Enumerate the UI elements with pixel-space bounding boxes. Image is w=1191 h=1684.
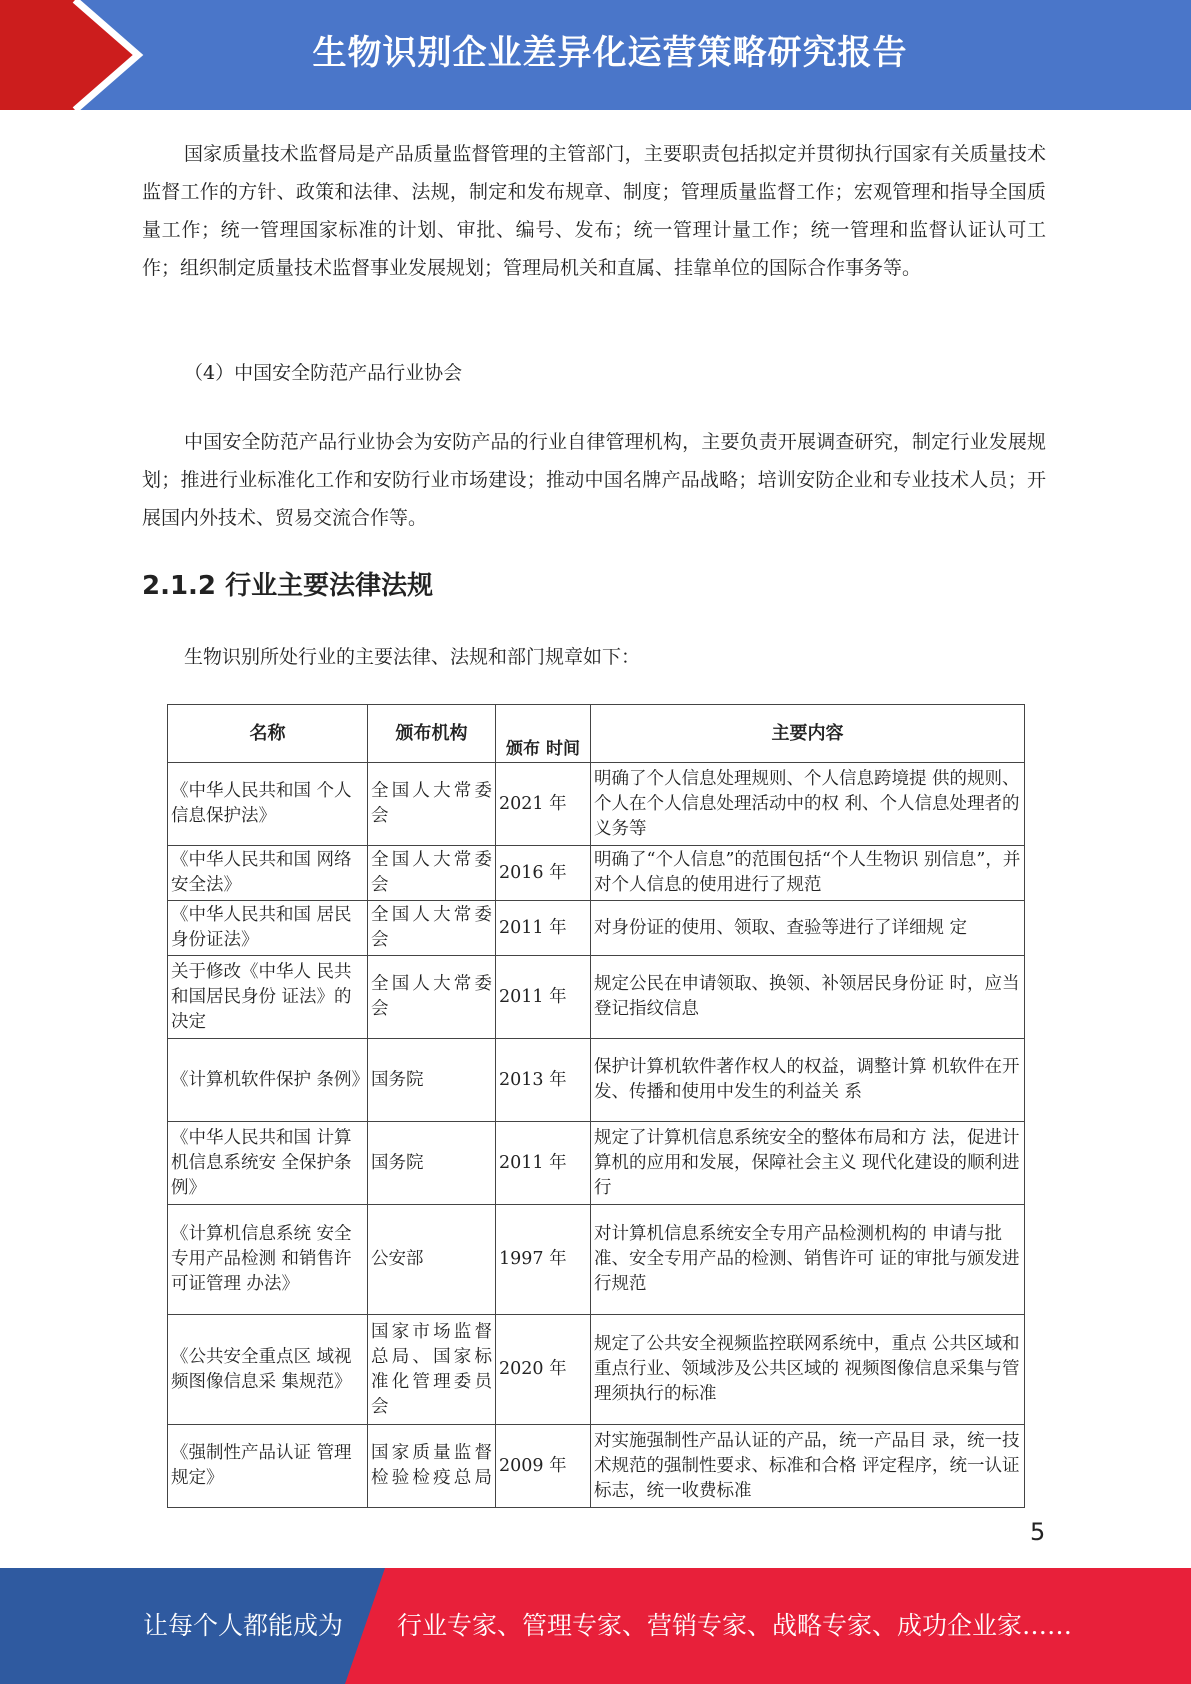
footer-slogan-left: 让每个人都能成为: [143, 1611, 344, 1640]
law-issuer: 国务院: [368, 1122, 496, 1205]
law-date: 1997 年: [496, 1205, 591, 1315]
paragraph-association: 中国安全防范产品行业协会为安防产品的行业自律管理机构，主要负责开展调查研究，制定行业发展规划；推进行业标准化工作和安防行业市场建设；推动中国名牌产品战略；培训安防企业和专业技术人员；开展国内外技术、贸易交流合作等。: [142, 431, 1046, 529]
header-issuer: 颁布机构: [368, 705, 496, 763]
law-content: 对计算机信息系统安全专用产品检测机构的 申请与批准、安全专用产品的检测、销售许可 证的审批与颁发进行规范: [591, 1205, 1025, 1315]
law-date: 2011 年: [496, 901, 591, 956]
page-header: [0, 0, 1191, 110]
page-number: 5: [1030, 1518, 1046, 1546]
law-issuer: 国家市场监督总局、国家标准化管理委员会: [368, 1315, 496, 1425]
table-row: [168, 846, 1025, 901]
law-name: 《中华人民共和国 个人信息保护法》: [168, 763, 368, 846]
law-content: 对实施强制性产品认证的产品，统一产品目 录，统一技术规范的强制性要求、标准和合格 评定程序，统一认证标志，统一收费标准: [591, 1425, 1025, 1508]
law-name: 《计算机信息系统 安全专用产品检测 和销售许可证管理 办法》: [168, 1205, 368, 1315]
law-content: 对身份证的使用、领取、查验等进行了详细规 定: [591, 901, 1025, 956]
table-header-row: [168, 705, 1025, 763]
law-date: 2011 年: [496, 956, 591, 1039]
footer-slogan-right: 行业专家、管理专家、营销专家、战略专家、成功企业家……: [397, 1611, 1073, 1640]
table-row: [168, 1205, 1025, 1315]
law-date: 2009 年: [496, 1425, 591, 1508]
law-name: 《中华人民共和国 网络安全法》: [168, 846, 368, 901]
page-footer: [0, 1568, 1191, 1684]
law-name: 《中华人民共和国 居民身份证法》: [168, 901, 368, 956]
law-name: 《计算机软件保护 条例》: [168, 1039, 368, 1122]
law-issuer: 全国人大常委会: [368, 846, 496, 901]
law-content: 规定了公共安全视频监控联网系统中，重点 公共区域和重点行业、领域涉及公共区域的 视频图像信息采集与管理须执行的标准: [591, 1315, 1025, 1425]
law-name: 《公共安全重点区 域视频图像信息采 集规范》: [168, 1315, 368, 1425]
law-issuer: 全国人大常委会: [368, 763, 496, 846]
table-row: [168, 763, 1025, 846]
law-issuer: 公安部: [368, 1205, 496, 1315]
law-issuer: 全国人大常委会: [368, 901, 496, 956]
law-issuer: 全国人大常委会: [368, 956, 496, 1039]
header-date: 颁布 时间: [496, 705, 591, 763]
table-row: [168, 1425, 1025, 1508]
header-name: 名称: [168, 705, 368, 763]
table-intro: 生物识别所处行业的主要法律、法规和部门规章如下：: [184, 646, 641, 668]
law-date: 2011 年: [496, 1122, 591, 1205]
law-issuer: 国家质量监督检验检疫总局: [368, 1425, 496, 1508]
law-name: 《强制性产品认证 管理规定》: [168, 1425, 368, 1508]
law-content: 保护计算机软件著作权人的权益，调整计算 机软件在开发、传播和使用中发生的利益关 系: [591, 1039, 1025, 1122]
law-name: 关于修改《中华人 民共和国居民身份 证法》的决定: [168, 956, 368, 1039]
law-date: 2020 年: [496, 1315, 591, 1425]
table-row: [168, 1039, 1025, 1122]
law-content: 规定公民在申请领取、换领、补领居民身份证 时，应当登记指纹信息: [591, 956, 1025, 1039]
section-title: 2.1.2 行业主要法律法规: [142, 571, 434, 601]
law-content: 明确了个人信息处理规则、个人信息跨境提 供的规则、个人在个人信息处理活动中的权 利、个人信息处理者的义务等: [591, 763, 1025, 846]
report-title: 生物识别企业差异化运营策略研究报告: [312, 33, 908, 73]
subheading-association: （4）中国安全防范产品行业协会: [184, 362, 463, 384]
table-row: [168, 956, 1025, 1039]
law-date: 2021 年: [496, 763, 591, 846]
header-content: 主要内容: [591, 705, 1025, 763]
law-date: 2013 年: [496, 1039, 591, 1122]
table-row: [168, 901, 1025, 956]
law-date: 2016 年: [496, 846, 591, 901]
red-chevron-decoration: [0, 0, 150, 110]
law-issuer: 国务院: [368, 1039, 496, 1122]
table-row: [168, 1315, 1025, 1425]
laws-table: [167, 704, 1025, 1508]
table-row: [168, 1122, 1025, 1205]
law-content: 明确了“个人信息”的范围包括“个人生物识 别信息”，并对个人信息的使用进行了规范: [591, 846, 1025, 901]
paragraph-quality-bureau: 国家质量技术监督局是产品质量监督管理的主管部门，主要职责包括拟定并贯彻执行国家有关质量技术监督工作的方针、政策和法律、法规，制定和发布规章、制度；管理质量监督工作；宏观管理和指导全国质量工作；统一管理国家标准的计划、审批、编号、发布；统一管理计量工作；统一管理和监督认证认可工作；组织制定质量技术监督事业发展规划；管理局机关和直属、挂靠单位的国际合作事务等。: [142, 143, 1046, 279]
law-content: 规定了计算机信息系统安全的整体布局和方 法，促进计算机的应用和发展，保障社会主义 现代化建设的顺利进行: [591, 1122, 1025, 1205]
law-name: 《中华人民共和国 计算机信息系统安 全保护条例》: [168, 1122, 368, 1205]
